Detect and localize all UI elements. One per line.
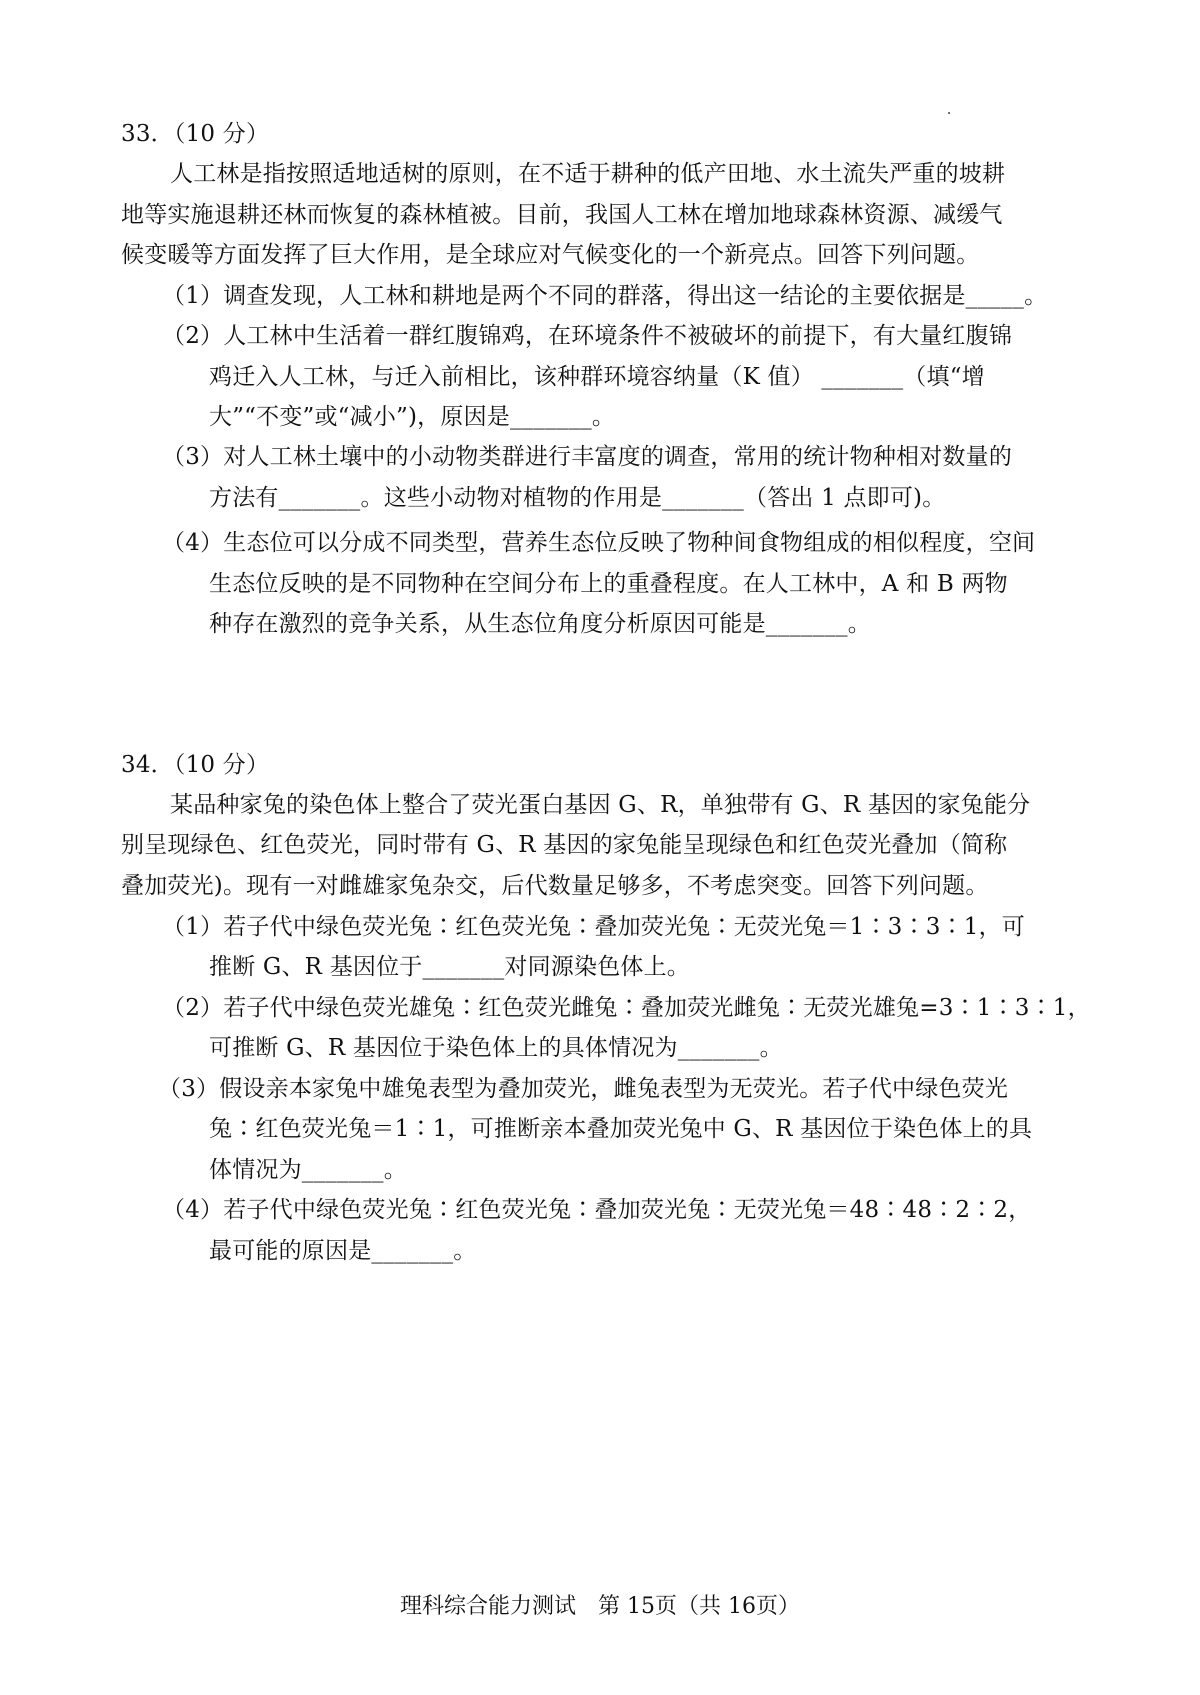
q34-sub3-line-3: 体情况为_______。	[209, 1157, 407, 1183]
q34-intro-line-3: 叠加荧光)。现有一对雌雄家兔杂交，后代数量足够多，不考虑突变。回答下列问题。	[121, 873, 989, 899]
q34-sub4-line-2: 最可能的原因是_______。	[209, 1238, 477, 1264]
q34-sub2-line-1: （2）若子代中绿色荧光雄兔∶红色荧光雌兔∶叠加荧光雌兔∶无荧光雄兔=3∶1∶3∶1，	[162, 995, 1091, 1021]
q34-sub2-line-2: 可推断 G、R 基因位于染色体上的具体情况为_______。	[209, 1035, 783, 1061]
q34-sub3-line-2: 兔∶红色荧光兔＝1∶1，可推断亲本叠加荧光兔中 G、R 基因位于染色体上的具	[209, 1116, 1033, 1142]
q33-sub4-line-2: 生态位反映的是不同物种在空间分布上的重叠程度。在人工林中，A 和 B 两物	[209, 571, 1008, 597]
q34-sub1-line-2: 推断 G、R 基因位于_______对同源染色体上。	[209, 954, 691, 980]
scan-speck	[948, 112, 950, 114]
q34-sub4-line-1: （4）若子代中绿色荧光兔∶红色荧光兔∶叠加荧光兔∶无荧光兔＝48∶48∶2∶2，	[162, 1197, 1032, 1223]
q33-sub4-line-3: 种存在激烈的竞争关系，从生态位角度分析原因可能是_______。	[209, 611, 871, 637]
q33-sub2-line-3: 大”“不变”或“减小”)，原因是_______。	[209, 404, 616, 430]
q33-sub3-line-2: 方法有_______。这些小动物对植物的作用是_______（答出 1 点即可)。	[209, 485, 946, 511]
q33-intro-line-2: 地等实施退耕还林而恢复的森林植被。目前，我国人工林在增加地球森林资源、减缓气	[121, 202, 1003, 228]
q33-sub1-line-1: （1）调查发现，人工林和耕地是两个不同的群落，得出这一结论的主要依据是_____。	[162, 283, 1048, 309]
page-footer: 理科综合能力测试 第 15页（共 16页）	[400, 1594, 800, 1619]
q33-sub2-line-1: （2）人工林中生活着一群红腹锦鸡，在环境条件不被破坏的前提下，有大量红腹锦	[162, 323, 1013, 349]
q33-header: 33．（10 分）	[121, 121, 270, 147]
q34-sub1-line-1: （1）若子代中绿色荧光兔∶红色荧光兔∶叠加荧光兔∶无荧光兔＝1∶3∶3∶1，可	[162, 914, 1025, 940]
q34-header: 34．（10 分）	[121, 752, 270, 778]
q34-sub3-line-1: （3）假设亲本家兔中雄兔表型为叠加荧光，雌兔表型为无荧光。若子代中绿色荧光	[158, 1076, 1009, 1102]
q34-intro-line-1: 某品种家兔的染色体上整合了荧光蛋白基因 G、R，单独带有 G、R 基因的家兔能分	[170, 792, 1031, 818]
q34-intro-line-2: 别呈现绿色、红色荧光，同时带有 G、R 基因的家兔能呈现绿色和红色荧光叠加（简称	[121, 832, 1008, 858]
q33-sub3-line-1: （3）对人工林土壤中的小动物类群进行丰富度的调查，常用的统计物种相对数量的	[162, 444, 1013, 470]
q33-sub4-line-1: （4）生态位可以分成不同类型，营养生态位反映了物种间食物组成的相似程度，空间	[162, 530, 1036, 556]
q33-sub2-line-2: 鸡迁入人工林，与迁入前相比，该种群环境容纳量（K 值） _______（填“增	[209, 364, 985, 390]
q33-intro-line-1: 人工林是指按照适地适树的原则，在不适于耕种的低产田地、水土流失严重的坡耕	[170, 161, 1006, 187]
q33-intro-line-3: 候变暖等方面发挥了巨大作用，是全球应对气候变化的一个新亮点。回答下列问题。	[121, 242, 980, 268]
